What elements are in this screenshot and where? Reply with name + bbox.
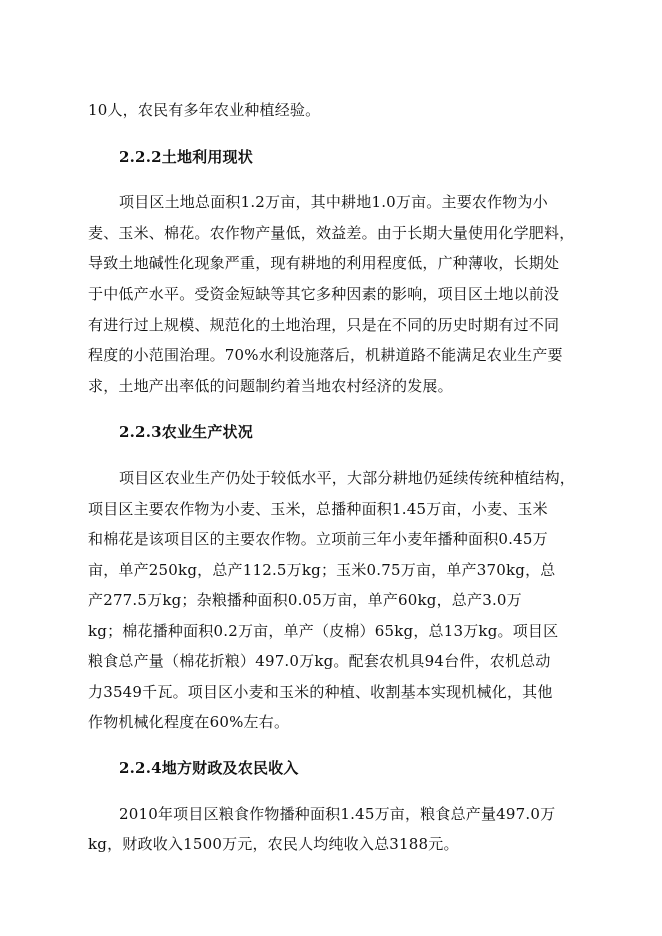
paragraph-line: 项目区农业生产仍处于较低水平，大部分耕地仍延续传统种植结构， — [119, 469, 576, 487]
section-heading-finance-income: 2.2.4地方财政及农民收入 — [119, 759, 299, 777]
paragraph-line: 于中低产水平。受资金短缺等其它多种因素的影响，项目区土地以前没 — [88, 285, 560, 303]
paragraph-line: 力3549千瓦。项目区小麦和玉米的种植、收割基本实现机械化，其他 — [88, 683, 553, 701]
section-heading-land-use: 2.2.2土地利用现状 — [119, 148, 253, 166]
paragraph-line: 项目区土地总面积1.2万亩，其中耕地1.0万亩。主要农作物为小 — [119, 193, 548, 211]
paragraph-line: 产277.5万kg；杂粮播种面积0.05万亩，单产60kg，总产3.0万 — [88, 591, 522, 609]
paragraph-line: 导致土地碱性化现象严重，现有耕地的利用程度低，广种薄收，长期处 — [88, 254, 560, 272]
paragraph-line: kg；棉花播种面积0.2万亩，单产（皮棉）65kg，总13万kg。项目区 — [88, 622, 559, 640]
paragraph-line: 2010年项目区粮食作物播种面积1.45万亩，粮食总产量497.0万 — [119, 805, 556, 823]
paragraph-line: 有进行过上规模、规范化的土地治理，只是在不同的历史时期有过不同 — [88, 316, 560, 334]
paragraph-line: 和棉花是该项目区的主要农作物。立项前三年小麦年播种面积0.45万 — [88, 530, 548, 548]
section-heading-agri-production: 2.2.3农业生产状况 — [119, 423, 253, 441]
paragraph-line: 作物机械化程度在60%左右。 — [88, 713, 290, 731]
paragraph-line: 项目区主要农作物为小麦、玉米，总播种面积1.45万亩，小麦、玉米 — [88, 500, 548, 518]
paragraph-line: 麦、玉米、棉花。农作物产量低，效益差。由于长期大量使用化学肥料， — [88, 224, 575, 242]
paragraph-line: 粮食总产量（棉花折粮）497.0万kg。配套农机具94台件，农机总动 — [88, 652, 551, 670]
paragraph-line: 求，土地产出率低的问题制约着当地农村经济的发展。 — [88, 377, 453, 395]
intro-line: 10人，农民有多年农业种植经验。 — [88, 101, 321, 119]
paragraph-line: 亩，单产250kg，总产112.5万kg；玉米0.75万亩，单产370kg，总 — [88, 561, 556, 579]
paragraph-line: kg，财政收入1500万元，农民人均纯收入总3188元。 — [88, 835, 459, 853]
paragraph-line: 程度的小范围治理。70%水利设施落后，机耕道路不能满足农业生产要 — [88, 346, 563, 364]
